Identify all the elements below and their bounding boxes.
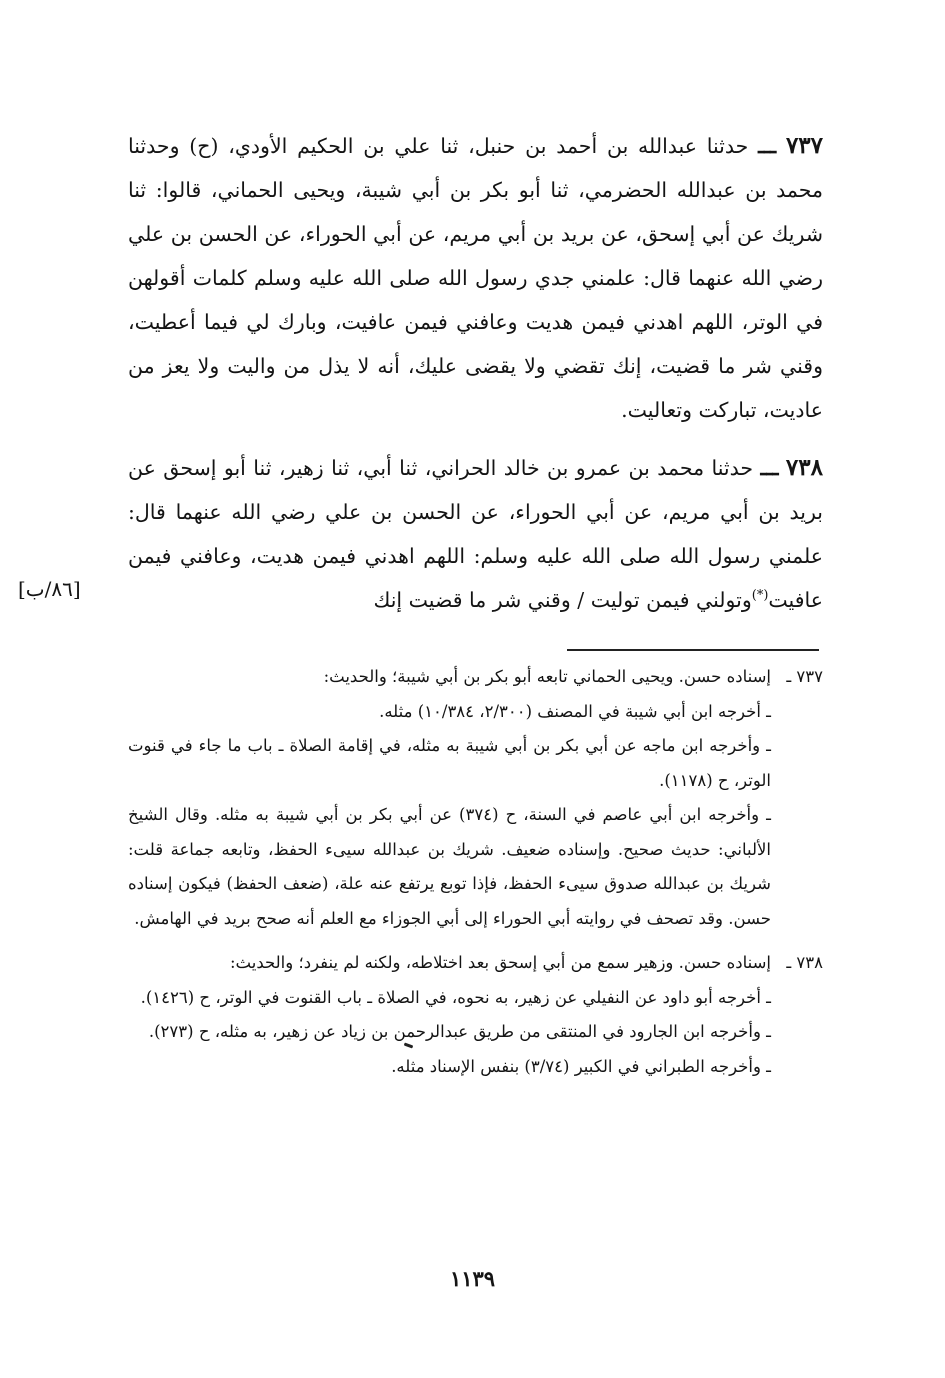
hadith-number: ٧٣٧ [785, 132, 823, 159]
footnote-separator [567, 649, 819, 651]
hadith-dash: ـــ [758, 134, 777, 158]
footnote-line: ـ وأخرجه ابن ماجه عن أبي بكر بن أبي شيبة به مثله، في إقامة الصلاة ـ باب ما جاء في قنوت الوتر، ح (١١٧٨). [128, 736, 771, 790]
hadith-dash: ـــ [760, 456, 779, 480]
footnote-body [128, 946, 771, 1084]
hadith-738 [128, 446, 823, 622]
main-text [128, 124, 823, 636]
footnote-body [128, 660, 771, 936]
manuscript-folio-note: [٨٦/ب] [18, 577, 81, 601]
footnote-line: إسناده حسن. وزهير سمع من أبي إسحق بعد اختلاطه، ولكنه لم ينفرد؛ والحديث: [229, 953, 771, 972]
hadith-text: حدثنا عبدالله بن أحمد بن حنبل، ثنا علي بن الحكيم الأودي، (ح) وحدثنا محمد بن عبدالله الحضرمي، ثنا أبو بكر بن أبي شيبة، ويحيى الحماني، قالوا: ثنا شريك عن أبي إسحق، عن بريد بن أبي مريم، عن أبي الحوراء، عن الحسن بن علي رضي الله عنهما قال: علمني جدي رسول الله صلى الله عليه وسلم كلمات أقولهن في الوتر، اللهم اهدني فيمن هديت وعافني فيمن عافيت، وبارك لي فيما أعطيت، وقني شر ما قضيت، إنك تقضي ولا يقضى عليك، أنه لا يذل من واليت ولا يعز من عاديت، تباركت وتعاليت. [128, 134, 823, 422]
footnote-737 [128, 660, 823, 936]
footnote-marker: (*) [751, 588, 769, 604]
footnote-line: ـ أخرجه أبو داود عن النفيلي عن زهير، به نحوه، في الصلاة ـ باب القنوت في الوتر، ح (١٤٢٦). [140, 987, 771, 1007]
footnote-line: ـ أخرجه ابن أبي شيبة في المصنف (٢/٣٠٠، ١٠/٣٨٤) مثله. [379, 701, 771, 721]
footnote-line: إسناده حسن. ويحيى الحماني تابعه أبو بكر بن أبي شيبة؛ والحديث: [323, 667, 771, 686]
footnotes [128, 660, 823, 1094]
hadith-text: حدثنا محمد بن عمرو بن خالد الحراني، ثنا أبي، ثنا زهير، ثنا أبو إسحق عن بريد بن أبي مريم، عن أبي الحوراء، عن الحسن بن علي رضي الله عنهما قال: علمني رسول الله صلى الله عليه وسلم: اللهم اهدني فيمن هديت، وعافني فيمن عافيت [128, 456, 823, 612]
footnote-line: ـ وأخرجه ابن أبي عاصم في السنة، ح (٣٧٤) عن أبي بكر بن أبي شيبة به مثله. وقال الشيخ الألباني: حديث صحيح. وإسناده ضعيف. شريك بن عبدالله سيىء الحفظ، وتابعه جماعة قلت: شريك بن عبدالله صدوق سيىء الحفظ، فإذا توبع يرتفع عنه علة، (ضعف الحفظ) فيكون إسناده حسن. وقد تصحف في روايته أبي الحوراء إلى أبي الجوزاء مع العلم أنه صحح بريد في الهامش. [128, 805, 771, 928]
footnote-number: ٧٣٨ ـ [786, 953, 823, 972]
page-number: ١١٣٩ [449, 1266, 496, 1291]
footnote-line: ـ وأخرجه ابن الجارود في المنتقى من طريق عبدالرحمن بن زياد عن زهير، به مثله، ح (٢٧٣). [148, 1022, 771, 1041]
footnote-738 [128, 946, 823, 1084]
hadith-text-continued: وتولني فيمن توليت / وقني شر ما قضيت إنك [373, 588, 752, 612]
footnote-line: ـ وأخرجه الطبراني في الكبير (٣/٧٤) بنفس الإسناد مثله. [391, 1056, 771, 1076]
footnote-number: ٧٣٧ ـ [786, 667, 823, 686]
hadith-737 [128, 124, 823, 432]
hadith-number: ٧٣٨ [785, 454, 823, 481]
